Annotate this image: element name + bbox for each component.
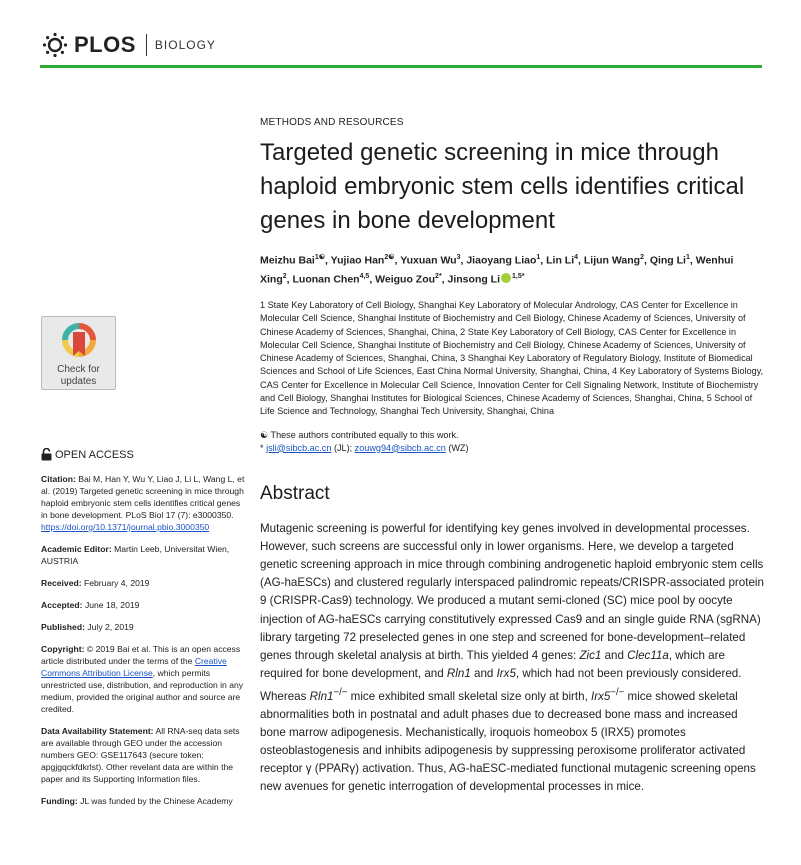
author-affiliation-marker: 2 [282, 272, 287, 280]
author-name: Yujiao Han [330, 254, 385, 267]
genotype-superscript: −/− [610, 686, 625, 698]
gene-name: Rln1 [446, 667, 471, 681]
abstract-part: , which had not been previously considered. Whereas [260, 667, 742, 703]
author-affiliation-marker: 1,5* [512, 272, 525, 280]
author-name: Qing Li [649, 254, 686, 267]
email-link-jl[interactable]: jsli@sibcb.ac.cn [266, 442, 332, 453]
check-for-updates-button[interactable] [41, 316, 116, 390]
author-affiliation-marker: 2 [640, 254, 644, 261]
article-type: METHODS AND RESOURCES [260, 117, 404, 128]
author-affiliation-marker: 4,5 [359, 272, 370, 280]
corresponding-emails [260, 442, 764, 455]
asterisk-marker: * [260, 442, 267, 453]
author-name: Lin Li [546, 254, 575, 267]
abstract-part: and [470, 667, 497, 681]
data-availability-text: All RNA-seq data sets are available through GEO under the accession numbers GEO: GSE117643 (secure token: apgjgqckfdkrlst). Other revelant data are within the paper and its Supporting Information files. [41, 726, 240, 784]
author-name: Jiaoyang Liao [466, 254, 537, 267]
check-for-updates-line2: updates [60, 376, 97, 387]
author-name: Meizhu Bai [260, 254, 315, 267]
citation-block [41, 473, 246, 533]
received-date: February 4, 2019 [84, 578, 150, 588]
check-for-updates-line1: Check for [57, 364, 100, 375]
genotype-superscript: −/− [333, 686, 348, 698]
copyright-block [41, 643, 246, 715]
received-block [41, 577, 246, 589]
gene-name: Zic1 [579, 649, 602, 663]
author-affiliation-marker: 2☯ [384, 254, 395, 261]
author-name: Luonan Chen [292, 273, 360, 285]
author-affiliation-marker: 4 [574, 254, 579, 261]
funding-label: Funding: [41, 796, 78, 806]
author-affiliation-marker: 1 [685, 254, 690, 261]
academic-editor-block [41, 543, 246, 567]
author-affiliation-marker: 2* [435, 272, 442, 280]
gene-name: Rln1 [309, 689, 334, 703]
article-title: Targeted genetic screening in mice through haploid embryonic stem cells identifies critical genes in bone development [260, 139, 745, 234]
gene-name: Clec11a [627, 649, 669, 663]
funding-block [41, 795, 246, 807]
abstract-part: mice showed skeletal abnormalities both in postnatal and adult phases due to decreased bone mass and increased bone marrow adipogenesis. Mechanistically, iroquois homeobox 5 (IRX5) promotes osteoblastogenesis and inhibits adipogenesis by suppressing peroxisome proliferator activated receptor γ (PPARγ) activation. Thus, AG-haESC-mediated functional mutagenic screening opens new avenues for genetic interrogation of developmental processes in mice. [260, 689, 756, 794]
accepted-block [41, 599, 246, 611]
affiliations: 1 State Key Laboratory of Cell Biology, Shanghai Key Laboratory of Molecular Andrology, CAS Center for Excellence in Molecular Cell Science, Shanghai Institute of Biochemistry and Cell Biology, Chinese Academy of Sciences, University of Chinese Academy of Sciences, Shanghai, China, 2 State Key Laboratory of Cell Biology, CAS Center for Excellence in Molecular Cell Science, Shanghai Institute of Biochemistry and Cell Biology, Chinese Academy of Sciences, University of Chinese Academy of Sciences, Shanghai, China, 3 Shanghai Key Laboratory of Regulatory Biology, Institute of Biomedical Sciences and School of Life Sciences, East China Normal University, Shanghai, China, 4 Key Laboratory of Systems Biology, CAS Center for Excellence in Molecular Cell Science, Innovation Center for Cell Signaling Network, Institute of Biochemistry and Cell Biology, Shanghai Institutes for Biological Sciences, Chinese Academy of Sciences, Shanghai, China, 5 School of Life Science and Technology, Shanghai Tech University, Shanghai, China [260, 300, 764, 417]
gene-name: Irx5 [591, 689, 611, 703]
author-affiliation-marker: 1 [536, 254, 541, 261]
orcid-icon[interactable] [501, 273, 511, 283]
open-access-label: OPEN ACCESS [55, 448, 134, 461]
abstract-part: mice exhibited small skeletal size only at birth, [347, 689, 592, 703]
data-availability-block [41, 725, 246, 785]
gene-name: Irx5 [496, 667, 516, 681]
citation-doi-link[interactable]: https://doi.org/10.1371/journal.pbio.3000350 [41, 522, 210, 532]
copyright-text-post: , which permits unrestricted use, distribution, and reproduction in any medium, provided the original author and source are credited. [41, 668, 244, 714]
editor-label: Academic Editor: [41, 544, 112, 554]
author-name: Yuxuan Wu [400, 254, 457, 267]
article-info-sidebar [41, 448, 246, 817]
email-link-wz[interactable]: zouwg94@sibcb.ac.cn [354, 442, 446, 453]
abstract-part: Mutagenic screening is powerful for identifying key genes involved in developmental processes. However, such screens are successful only in lower organisms. Here, we develop a targeted genetic screening approach in mice through combining androgenetic haploid embryonic stem cells (AG-haESCs) and clustered regularly interspaced palindromic repeats/CRISPR-associated protein 9 (CRISPR-Cas9) technology. We produced a mutant semi-cloned (SC) mice pool by oocyte injection of AG-haESCs carrying constitutively expressed Cas9 and an single guide RNA (sgRNA) library targeting 72 preselected genes in one step and screened for bone-development–related genes through skeletal analysis at birth. This yielded 4 genes: [260, 521, 764, 663]
author-notes [260, 429, 764, 455]
published-block [41, 621, 246, 633]
author-name: Weiguo Zou [375, 273, 436, 285]
open-lock-icon [41, 448, 52, 461]
editor-text: Martin Leeb, Universitat Wien, AUSTRIA [41, 544, 230, 566]
abstract-heading: Abstract [260, 482, 330, 504]
citation-label: Citation: [41, 474, 76, 484]
author-name: Jinsong Li [447, 273, 501, 285]
copyright-text-pre: © 2019 Bai et al. This is an open access article distributed under the terms of the [41, 644, 241, 666]
funding-text: JL was funded by the Chinese Academy [80, 796, 233, 806]
copyright-label: Copyright: [41, 644, 85, 654]
journal-name: BIOLOGY [154, 38, 216, 52]
article-main [260, 117, 764, 797]
author-name: Wenhui Xing [260, 254, 734, 285]
abstract-text [260, 520, 764, 797]
logo-divider [146, 34, 147, 56]
bookmark-ring-icon [62, 323, 96, 363]
citation-text: Bai M, Han Y, Wu Y, Liao J, Li L, Wang L, et al. (2019) Targeted genetic screening in mice through haploid embryonic stem cells identifies critical genes in bone development. PLoS Biol 17 (7): e3000350. [41, 474, 245, 520]
published-date: July 2, 2019 [87, 622, 134, 632]
author-affiliation-marker: 3 [456, 254, 461, 261]
accepted-date: June 18, 2019 [84, 600, 140, 610]
open-access-badge [41, 448, 246, 461]
equal-contribution-note: ☯ These authors contributed equally to this work. [260, 429, 459, 440]
license-link[interactable]: Creative Commons Attribution License [41, 656, 227, 678]
email-owner-jl: (JL); [331, 442, 355, 453]
header-rule [40, 65, 762, 68]
published-label: Published: [41, 622, 85, 632]
author-affiliation-marker: 1☯ [314, 254, 326, 261]
abstract-part: and [601, 649, 628, 663]
plos-logo-icon [42, 32, 68, 58]
accepted-label: Accepted: [41, 600, 83, 610]
abstract-part: , which are required for bone development, and [260, 649, 725, 681]
data-availability-label: Data Availability Statement: [41, 726, 154, 736]
plos-wordmark: PLOS [74, 32, 136, 57]
journal-header [42, 30, 216, 60]
author-name: Lijun Wang [583, 254, 641, 267]
author-list: Meizhu Bai$^{1☯}$, Yujiao Han$^{2☯}$, Yuxuan Wu$^3$, Jiaoyang Liao$^1$, Lin Li$^4$, Lijun Wang$^2$, Qing Li$^1$, Wenhui Xing$^2$, Luonan Chen$^{4,5}$, Weiguo Zou$^{2*}$, Jinsong Li $^{1,5*}$ [260, 254, 734, 285]
received-label: Received: [41, 578, 82, 588]
email-owner-wz: (WZ) [445, 442, 469, 453]
